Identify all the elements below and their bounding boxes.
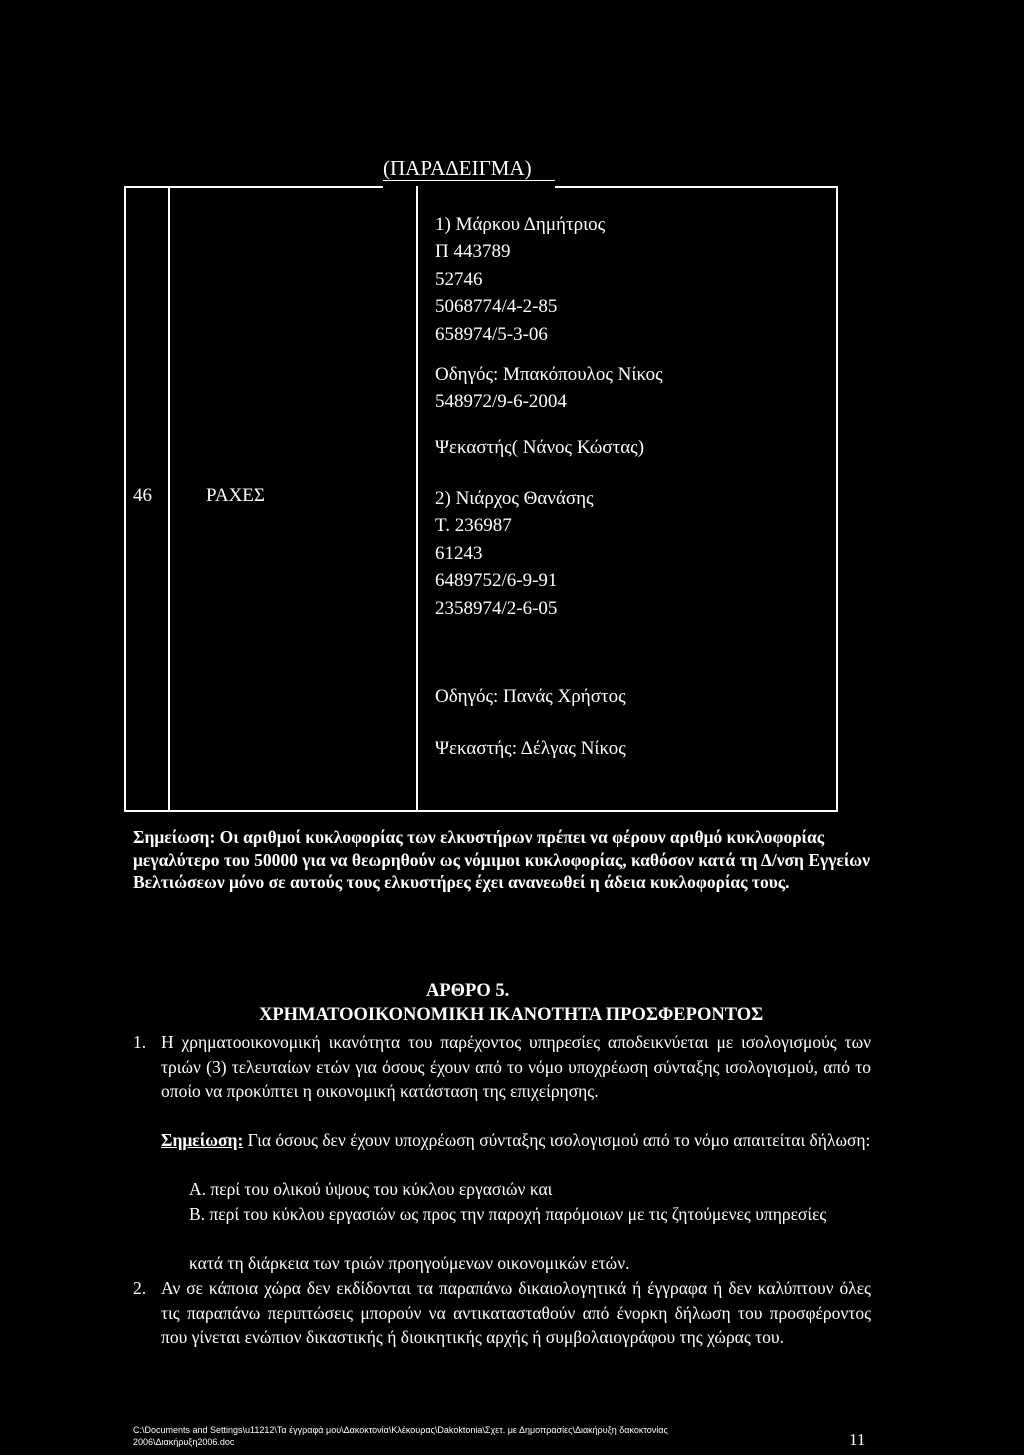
item-2-text: Αν σε κάποια χώρα δεν εκδίδονται τα παραπάνω δικαιολογητικά ή έγγραφα ή δεν καλύπτουν όλες τις παραπάνω περιπτώσεις μπορούν να αντικατασταθούν από ένορκη δήλωση του προσφέροντος που γίνεται ενώπιον δικαστικής ή διοικητικής αρχής ή συμβολαιογράφου της χώρας του. (161, 1278, 871, 1347)
area-name: ΡΑΧΕΣ (206, 485, 265, 506)
entry-2-license-2: 2358974/2-6-05 (435, 597, 558, 619)
heading-underline (383, 180, 555, 181)
entry-1-driver-license: 548972/9-6-2004 (435, 391, 567, 413)
table-bottom-border (124, 810, 838, 812)
page-number: 11 (849, 1430, 866, 1449)
registration-note: Σημείωση: Οι αριθμοί κυκλοφορίας των ελκυστήρων πρέπει να φέρουν αριθμό κυκλοφορίας μεγαλύτερο του 50000 για να θεωρηθούν ως νόμιμοι κυκλοφορίας, καθόσον κατά τη Δ/νση Εγγείων Βελτιώσεων μόνο σε αυτούς τους ελκυστήρες έχει ανανεωθεί η άδεια κυκλοφορίας τους. (133, 827, 870, 892)
table-right-border (836, 186, 838, 812)
entry-1-license-1: 5068774/4-2-85 (435, 296, 558, 318)
entry-1-license-2: 658974/5-3-06 (435, 323, 548, 345)
entry-1-driver: Οδηγός: Μπακόπουλος Νίκος (435, 364, 663, 385)
item-2-number: 2. (133, 1278, 147, 1298)
entry-2-driver: Οδηγός: Πανάς Χρήστος (435, 686, 626, 707)
table-col-divider-1 (168, 186, 170, 812)
entry-1-sprayer: Ψεκαστής( Νάνος Κώστας) (435, 437, 645, 458)
table-top-border-left (124, 186, 383, 188)
table-left-border (124, 186, 126, 812)
entry-2-code: 61243 (435, 542, 483, 564)
entry-1-code: 52746 (435, 268, 483, 290)
item-1-number: 1. (133, 1032, 147, 1052)
table-col-divider-2 (416, 186, 418, 812)
item-1-note-label: Σημείωση: (161, 1130, 244, 1150)
row-number: 46 (133, 485, 152, 506)
footer-path-line-2: 2006\Διακήρυξη2006.doc (133, 1437, 235, 1447)
footer-path-line-1: C:\Documents and Settings\u11212\Τα έγγραφά μου\Δακοκτονία\Κλέκουρας\Dakoktonia\Σχετ. με Δημοπρασίες\Διακήρυξη δακοκτονίας (133, 1425, 668, 1435)
item-1-text: Η χρηματοοικονομική ικανότητα του παρέχοντος υπηρεσίες αποδεικνύεται με ισολογισμούς των τριών (3) τελευταίων ετών για όσους έχουν από το νόμο υποχρέωση σύνταξης ισολογισμού, από το οποίο να προκύπτει η οικονομική κατάσταση της επιχείρησης. (161, 1032, 871, 1101)
article-number: ΑΡΘΡΟ 5. (426, 981, 510, 1001)
item-1-sub-b: Β. περί του κύκλου εργασιών ως προς την παροχή παρόμοιων με τις ζητούμενες υπηρεσίες (189, 1204, 827, 1224)
entry-1 (435, 211, 605, 348)
table-top-border-right (555, 186, 838, 188)
entry-1-name: 1) Μάρκου Δημήτριος (435, 214, 606, 235)
entry-2-name: 2) Νιάρχος Θανάσης (435, 488, 594, 509)
article-title: ΧΡΗΜΑΤΟΟΙΚΟΝΟΜΙΚΗ ΙΚΑΝΟΤΗΤΑ ΠΡΟΣΦΕΡΟΝΤΟΣ (259, 1005, 764, 1025)
entry-2 (435, 485, 594, 622)
entry-1-driver-block (435, 361, 663, 416)
footer-file-path (133, 1424, 668, 1448)
entry-2-id: Τ. 236987 (435, 515, 512, 537)
item-1-note-text: Για όσους δεν έχουν υποχρέωση σύνταξης ισολογισμού από το νόμο απαιτείται δήλωση: (243, 1130, 871, 1150)
document-heading: (ΠΑΡΑΔΕΙΓΜΑ) (383, 156, 532, 180)
item-1-note (161, 1128, 871, 1153)
entry-2-license-1: 6489752/6-9-91 (435, 570, 558, 592)
entry-1-id: Π 443789 (435, 241, 511, 263)
item-1-sub-a: Α. περί του ολικού ύψους του κύκλου εργασιών και (189, 1179, 553, 1199)
item-1-sub-c: κατά τη διάρκεια των τριών προηγούμενων οικονομικών ετών. (189, 1253, 630, 1273)
entry-2-sprayer: Ψεκαστής: Δέλγας Νίκος (435, 738, 626, 759)
